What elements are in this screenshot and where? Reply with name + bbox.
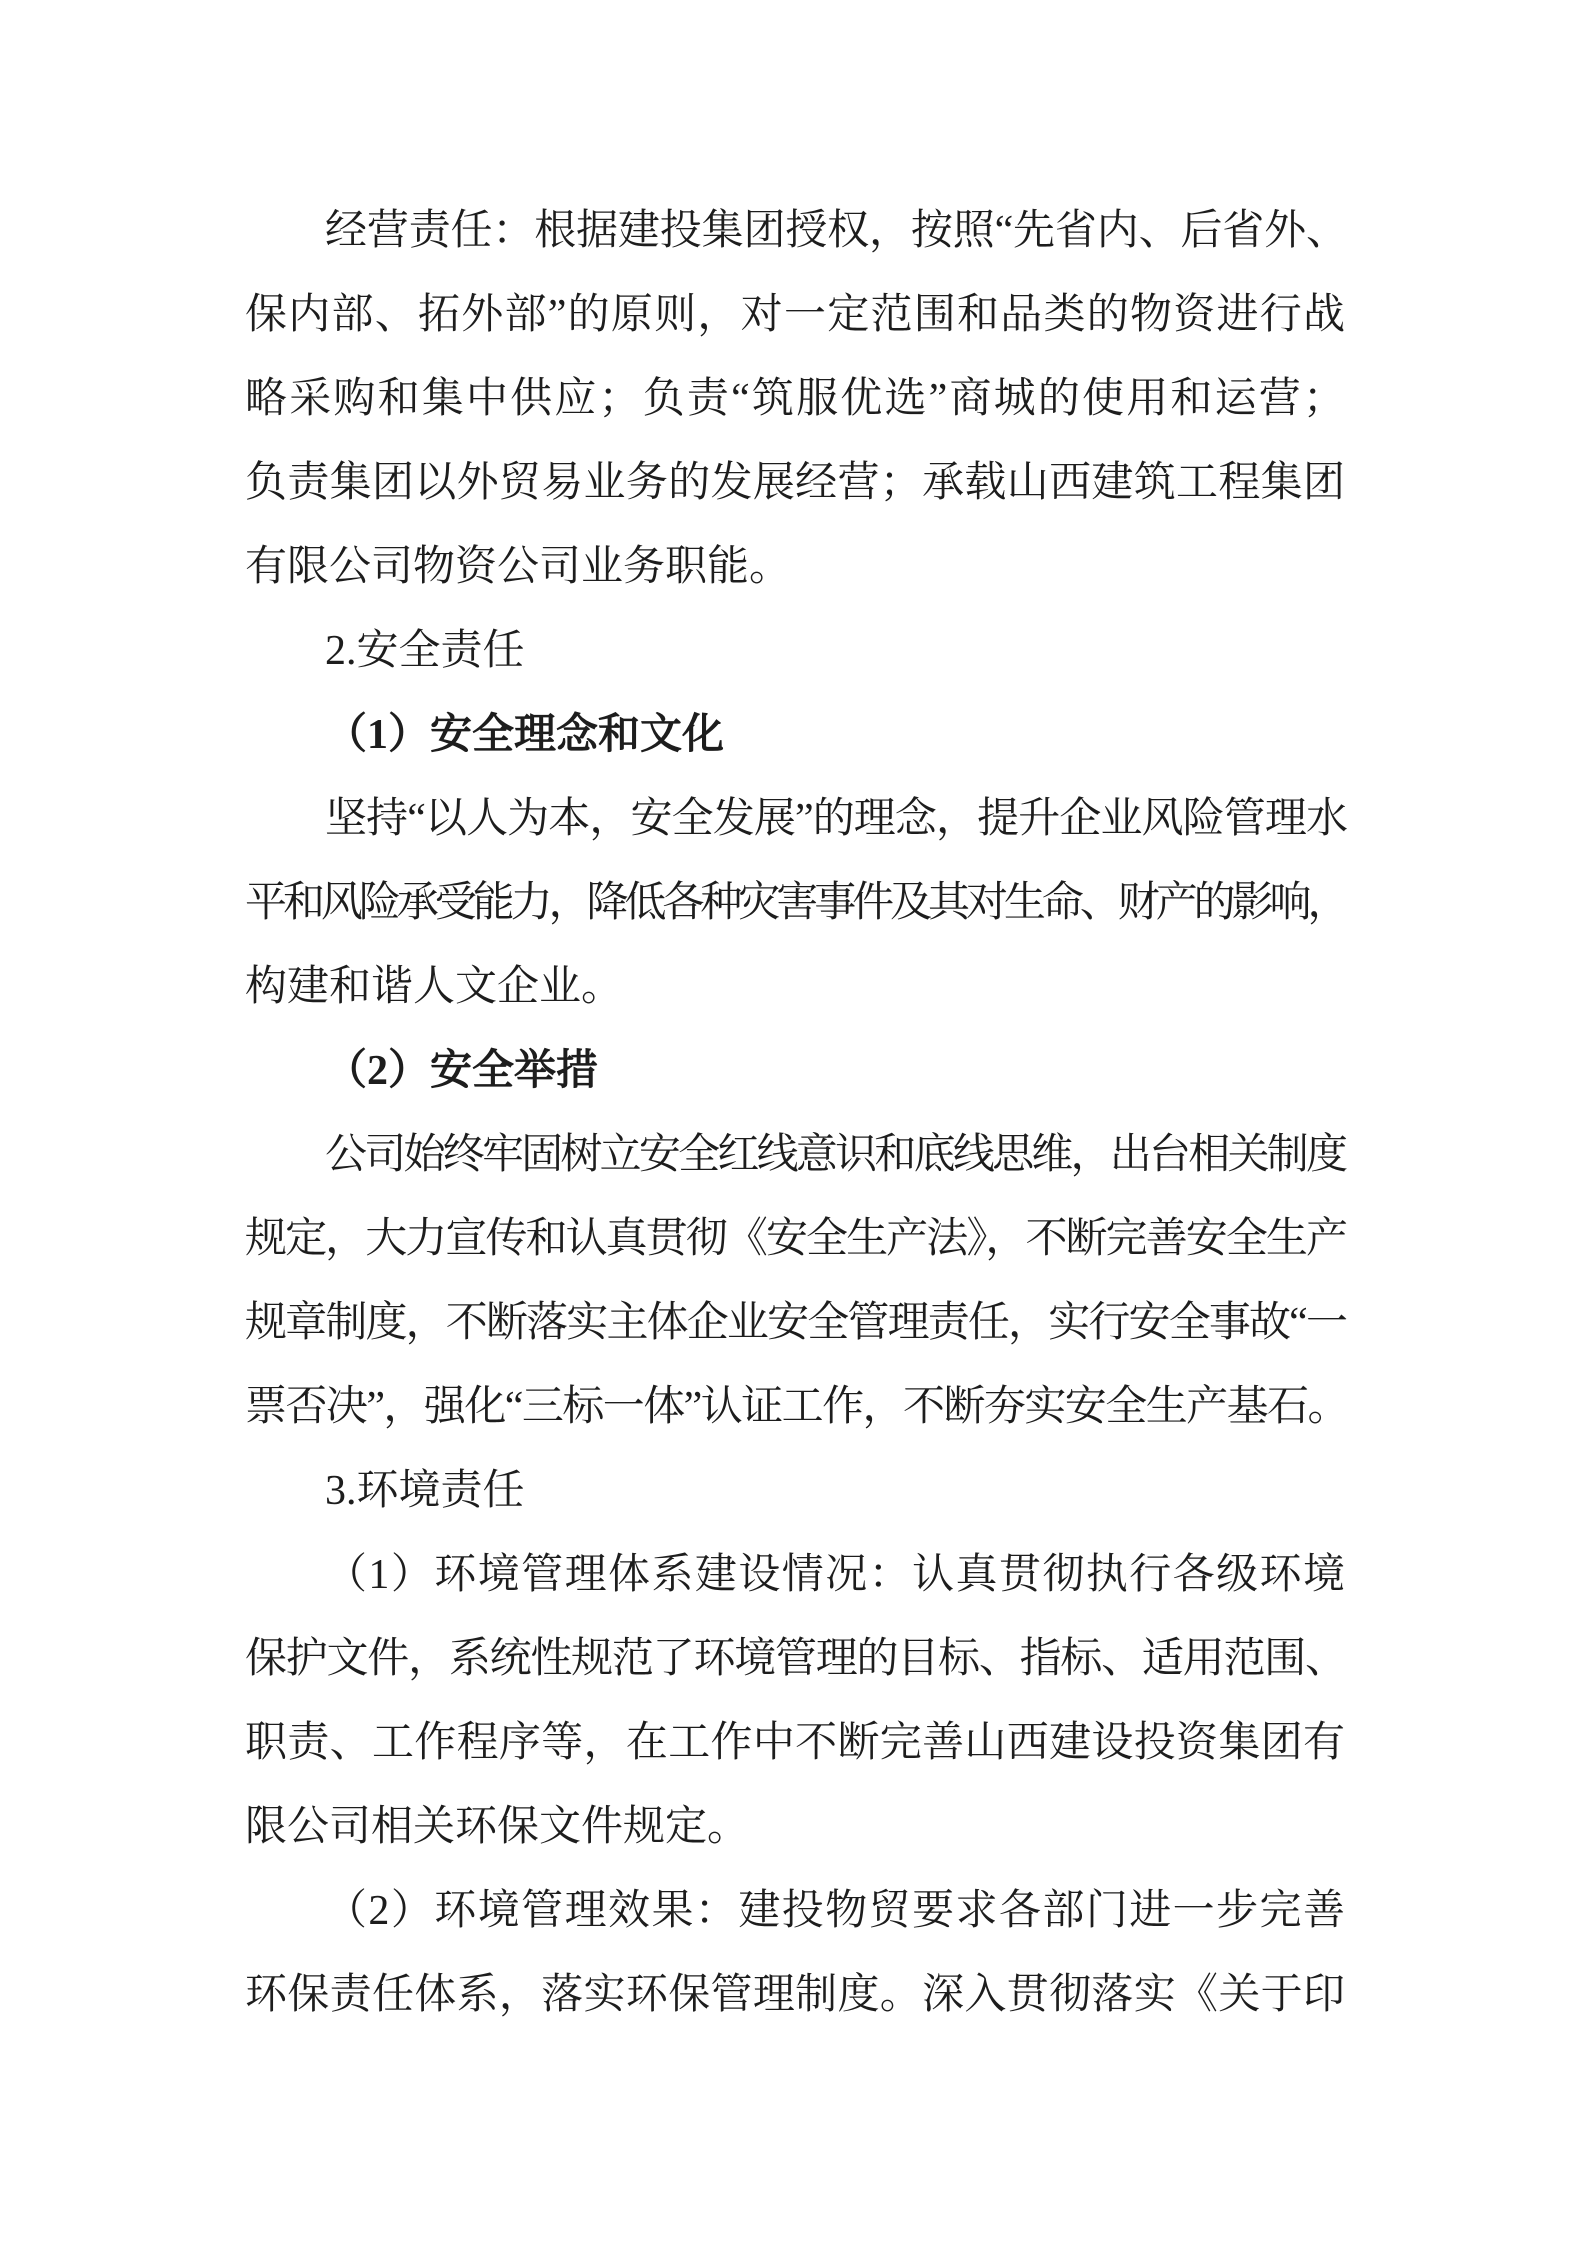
text-line: 限公司相关环保文件规定。 — [245, 1804, 750, 1850]
text-line: 保护文件，系统性规范了环境管理的目标、指标、适用范围、 — [245, 1636, 1345, 1682]
subsection-heading: （2）安全举措 — [325, 1048, 599, 1094]
text-line: 公司始终牢固树立安全红线意识和底线思维，出台相关制度 — [325, 1132, 1345, 1178]
text-line: 环保责任体系，落实环保管理制度。深入贯彻落实《关于印 — [245, 1972, 1345, 2018]
text-line: 有限公司物资公司业务职能。 — [245, 544, 792, 590]
text-line: 保内部、拓外部”的原则，对一定范围和品类的物资进行战 — [245, 292, 1345, 338]
text-line: 负责集团以外贸易业务的发展经营；承载山西建筑工程集团 — [245, 460, 1345, 506]
text-line: 票否决”，强化“三标一体”认证工作，不断夯实安全生产基石。 — [245, 1384, 1345, 1430]
subsection-heading: （1）安全理念和文化 — [325, 712, 725, 758]
text-line: （1）环境管理体系建设情况：认真贯彻执行各级环境 — [325, 1552, 1345, 1598]
text-line: 经营责任：根据建投集团授权，按照“先省内、后省外、 — [325, 208, 1345, 254]
section-heading: 3.环境责任 — [325, 1468, 525, 1514]
text-line: 平和风险承受能力，降低各种灾害事件及其对生命、财产的影响， — [245, 880, 1345, 926]
text-line: （2）环境管理效果：建投物贸要求各部门进一步完善 — [325, 1888, 1345, 1934]
text-line: 规定，大力宣传和认真贯彻《安全生产法》，不断完善安全生产 — [245, 1216, 1345, 1262]
section-heading: 2.安全责任 — [325, 628, 525, 674]
text-line: 略采购和集中供应；负责“筑服优选”商城的使用和运营； — [245, 376, 1345, 422]
text-line: 职责、工作程序等，在工作中不断完善山西建设投资集团有 — [245, 1720, 1345, 1766]
text-line: 规章制度，不断落实主体企业安全管理责任，实行安全事故“一 — [245, 1300, 1345, 1346]
text-line: 构建和谐人文企业。 — [245, 964, 624, 1010]
text-line: 坚持“以人为本，安全发展”的理念，提升企业风险管理水 — [325, 796, 1345, 842]
document-text-block — [245, 189, 1345, 2037]
